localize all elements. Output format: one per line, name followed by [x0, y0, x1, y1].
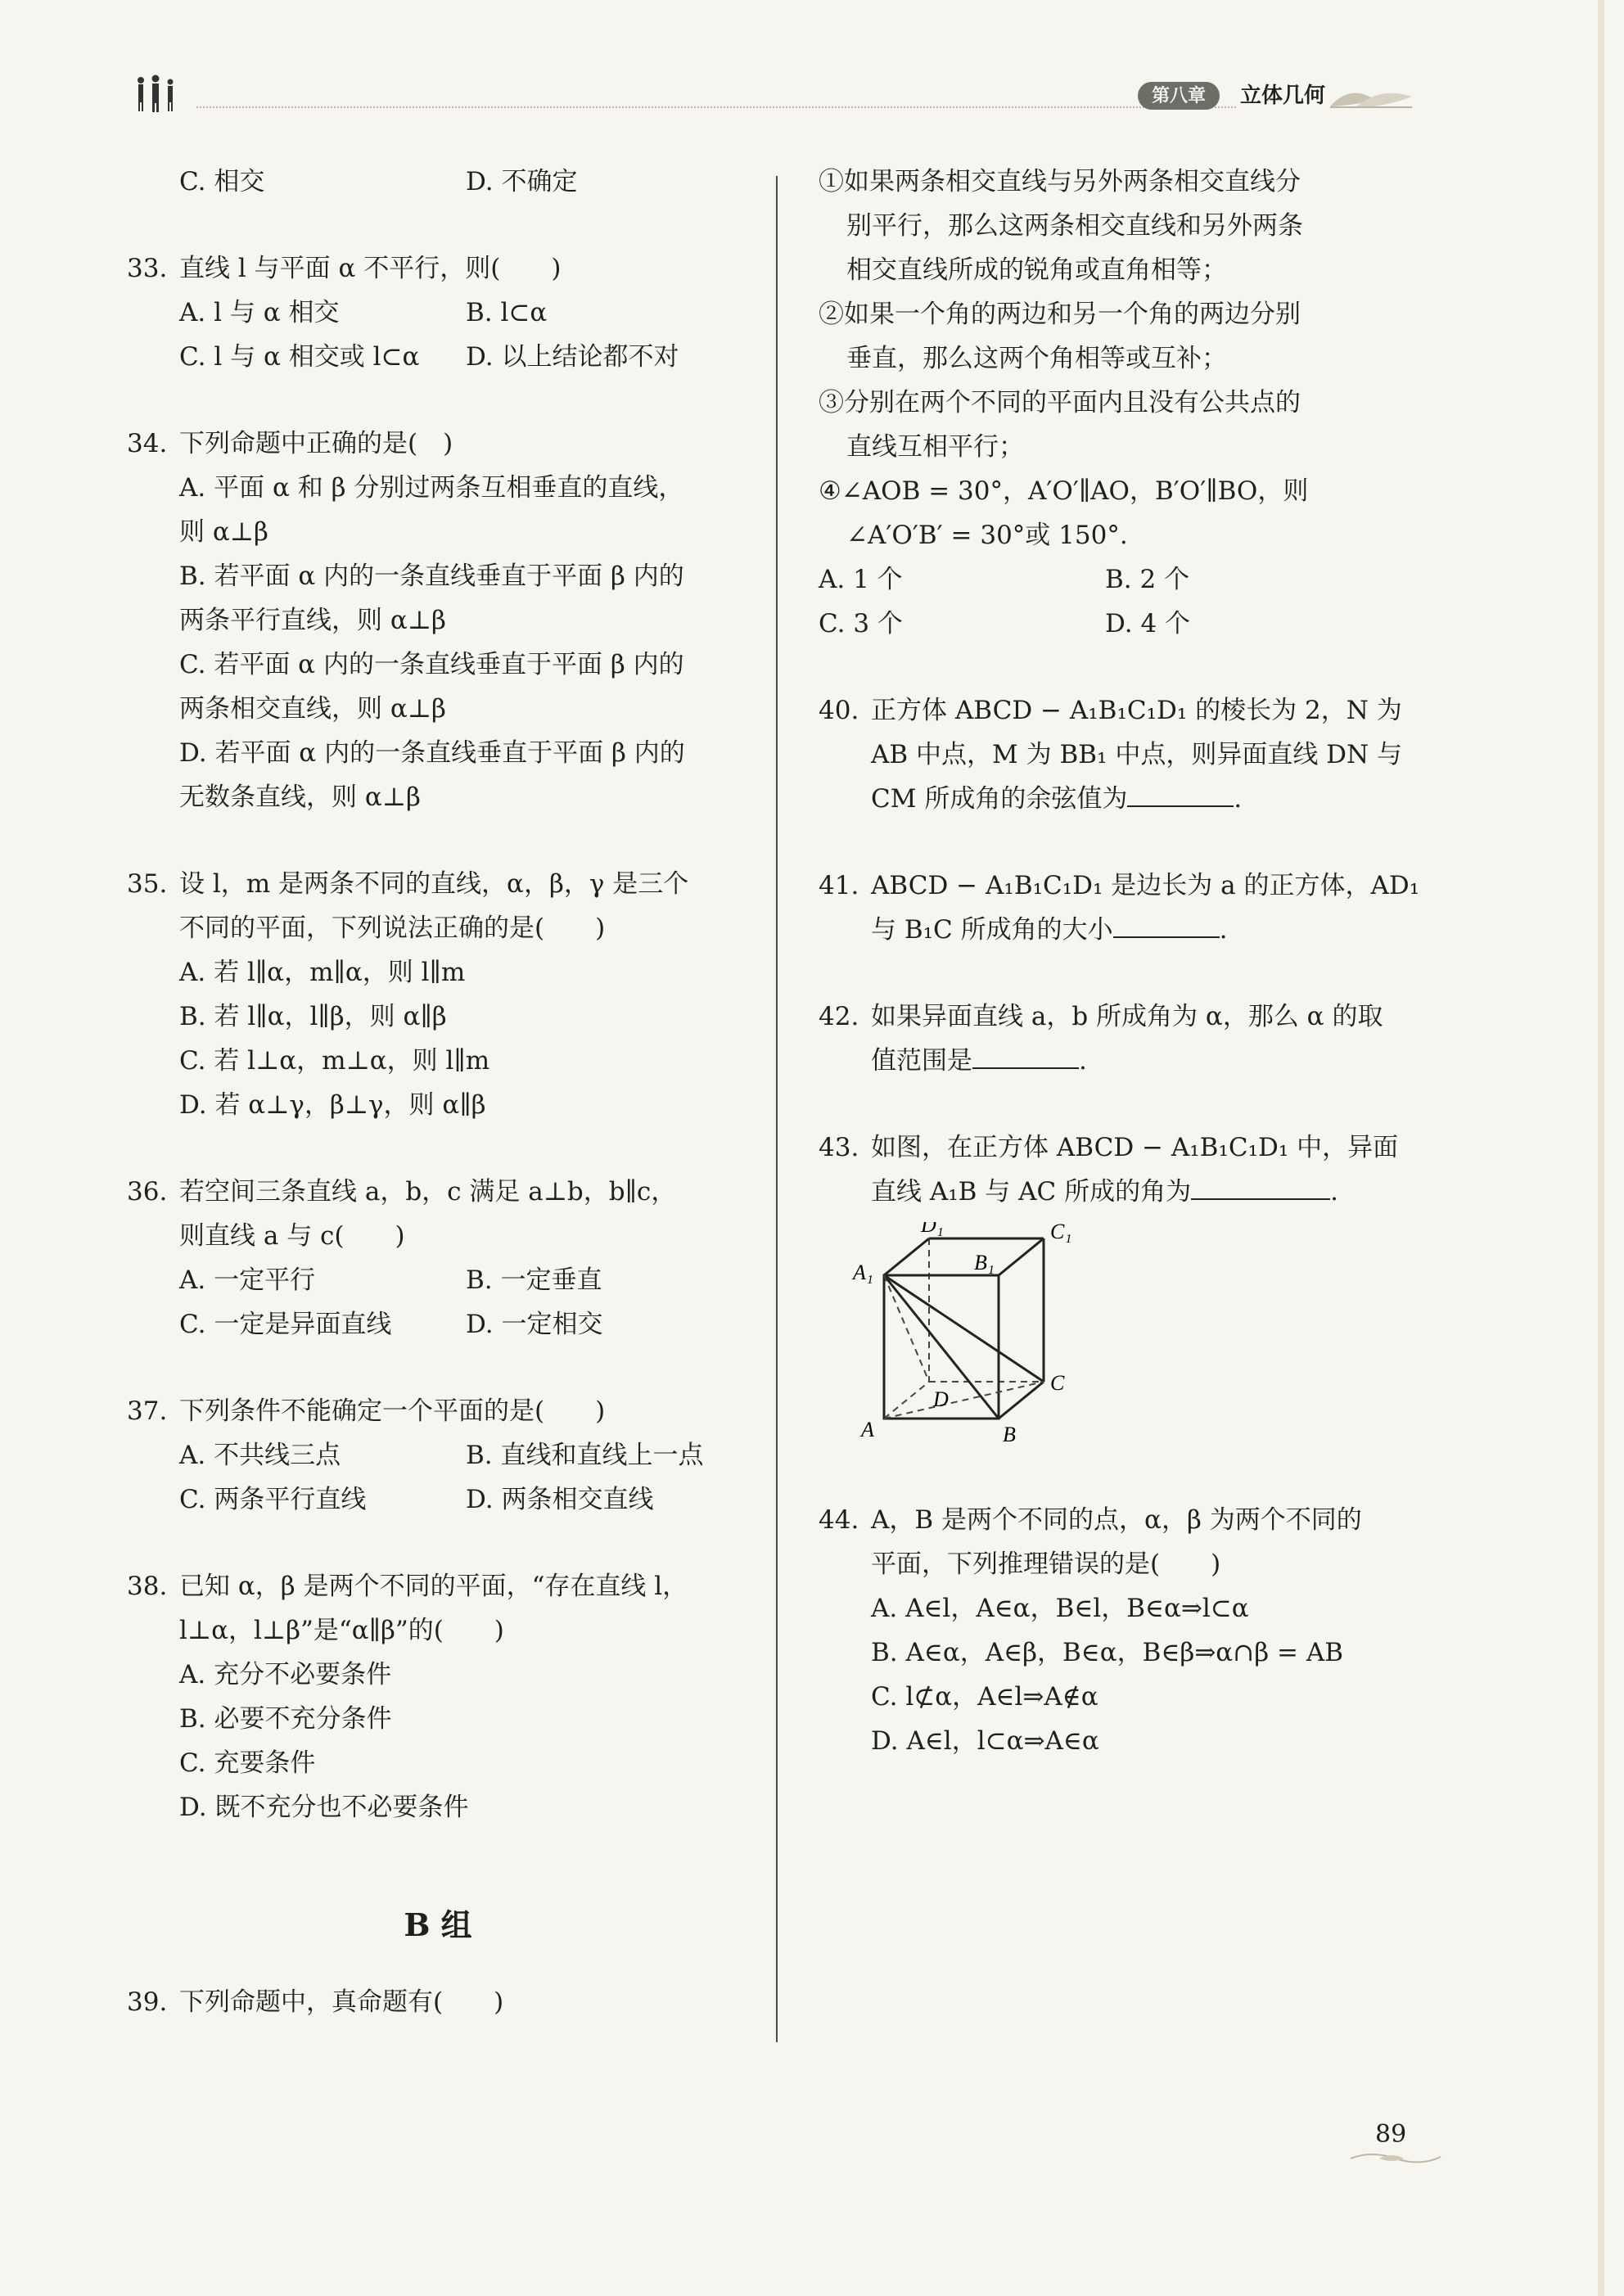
option-a: A. 若 l∥α，m∥α，则 l∥m: [179, 958, 466, 987]
option-a: A. 一定平行: [179, 1265, 316, 1295]
option-d: D. 既不充分也不必要条件: [179, 1793, 469, 1822]
chapter-badge: 第八章: [1138, 82, 1220, 110]
question-number: 37.: [127, 1396, 168, 1426]
option-a: A. 充分不必要条件: [179, 1660, 392, 1689]
question-number: 33.: [127, 254, 168, 283]
statement-4: ④∠AOB = 30°，A′O′∥AO，B′O′∥BO，则: [819, 476, 1309, 506]
question-stem-cont: 不同的平面，下列说法正确的是( ): [179, 913, 606, 943]
question-39: [127, 1980, 749, 2024]
edge-b1c1: [999, 1238, 1044, 1275]
option-c: C. l⊄α，A∈l⇒A∉α: [871, 1682, 1098, 1712]
answer-blank: [1113, 909, 1220, 938]
question-number: 35.: [127, 869, 168, 899]
option-d: D. 若 α⊥γ，β⊥γ，则 α∥β: [179, 1090, 486, 1120]
group-b-heading: B 组: [404, 1906, 472, 1943]
question-number: 40.: [819, 696, 859, 725]
option-c: C. l 与 α 相交或 l⊂α: [179, 342, 420, 372]
question-number: 42.: [819, 1002, 859, 1031]
option-a: A. A∈l，A∈α，B∈l，B∈α⇒l⊂α: [871, 1594, 1249, 1623]
leaf-ornament-icon: [1326, 82, 1416, 115]
vertex-label-a1: A₁: [853, 1261, 873, 1284]
answer-blank: [1191, 1171, 1330, 1200]
option-d: D. 不确定: [466, 167, 578, 196]
question-stem: A，B 是两个不同的点，α，β 为两个不同的: [871, 1505, 1362, 1535]
vertex-label-d: D: [933, 1387, 949, 1411]
page-header: [123, 65, 1424, 123]
option-d: D. 以上结论都不对: [466, 342, 679, 372]
option-a: A. 平面 α 和 β 分别过两条互相垂直的直线，: [179, 473, 684, 503]
statement-3: ③分别在两个不同的平面内且没有公共点的: [819, 388, 1301, 417]
question-36: [127, 1170, 749, 1346]
statement-4-cont: ∠A′O′B′ = 30°或 150°.: [846, 521, 1128, 550]
answer-blank: [1127, 778, 1234, 807]
page-edge-strip: [1598, 0, 1604, 2296]
option-b-cont: 两条平行直线，则 α⊥β: [179, 606, 446, 635]
page-number-ornament-icon: [1347, 2149, 1445, 2170]
question-33: [127, 246, 749, 379]
chapter-title: 立体几何: [1240, 83, 1326, 108]
question-stem-cont: 直线 A₁B 与 AC 所成的角为: [871, 1177, 1192, 1207]
option-d: D. 4 个: [1105, 609, 1191, 638]
question-44: [819, 1498, 1441, 1763]
question-42: 42. 如果异面直线 a，b 所成角为 α，那么 α 的取 值范围是 .: [819, 995, 1441, 1083]
option-d: D. 一定相交: [466, 1310, 603, 1339]
question-37: [127, 1389, 749, 1522]
option-c: C. 一定是异面直线: [179, 1310, 392, 1339]
option-c: C. 两条平行直线: [179, 1485, 367, 1514]
page-number: 89: [1375, 2120, 1407, 2149]
column-divider: [776, 176, 778, 2042]
question-stem: 直线 l 与平面 α 不平行，则( ): [179, 254, 562, 283]
question-stem: 若空间三条直线 a，b，c 满足 a⊥b，b∥c，: [179, 1177, 677, 1207]
vertex-label-b: B: [1003, 1423, 1016, 1443]
question-stem: 如果异面直线 a，b 所成角为 α，那么 α 的取: [871, 1002, 1383, 1031]
statement-2: ②如果一个角的两边和另一个角的两边分别: [819, 300, 1301, 329]
option-b: B. l⊂α: [466, 298, 548, 327]
statement-1: ①如果两条相交直线与另外两条相交直线分: [819, 167, 1301, 196]
question-stem-cont: 平面，下列推理错误的是( ): [871, 1549, 1221, 1579]
question-stem: 下列命题中，真命题有( ): [179, 1987, 504, 2017]
question-stem-cont: CM 所成角的余弦值为: [871, 784, 1128, 814]
question-number: 38.: [127, 1572, 168, 1601]
vertex-label-d1: D₁: [921, 1222, 944, 1237]
option-a-cont: 则 α⊥β: [179, 517, 268, 547]
option-c: C. 若 l⊥α，m⊥α，则 l∥m: [179, 1046, 490, 1076]
vertex-label-a: A: [861, 1418, 874, 1441]
question-43: 43. 如图，在正方体 ABCD − A₁B₁C₁D₁ 中，异面 直线 A₁B 与 AC 所成的角为 .: [819, 1125, 1441, 1214]
statement-1-cont: 别平行，那么这两条相交直线和另外两条: [846, 211, 1303, 241]
option-b: B. 若平面 α 内的一条直线垂直于平面 β 内的: [179, 562, 684, 591]
option-b: B. 2 个: [1105, 565, 1190, 594]
option-b: B. 一定垂直: [466, 1265, 602, 1295]
right-column: [819, 160, 1441, 1806]
question-stem: 下列命题中正确的是( ): [179, 429, 453, 458]
option-a: A. l 与 α 相交: [179, 298, 340, 327]
segment-a1c: [884, 1275, 1044, 1382]
question-stem-cont: 则直线 a 与 c( ): [179, 1221, 405, 1251]
option-c-cont: 两条相交直线，则 α⊥β: [179, 694, 446, 724]
question-35: [127, 862, 749, 1127]
question-stem: 下列条件不能确定一个平面的是( ): [179, 1396, 606, 1426]
question-number: 41.: [819, 871, 859, 900]
option-c: C. 3 个: [819, 609, 903, 638]
question-stem: 如图，在正方体 ABCD − A₁B₁C₁D₁ 中，异面: [871, 1133, 1399, 1162]
question-stem: 正方体 ABCD − A₁B₁C₁D₁ 的棱长为 2，N 为: [871, 696, 1402, 725]
question-stem-cont: AB 中点，M 为 BB₁ 中点，则异面直线 DN 与: [871, 740, 1403, 769]
option-d: D. A∈l，l⊂α⇒A∈α: [871, 1726, 1099, 1756]
question-40: 40. 正方体 ABCD − A₁B₁C₁D₁ 的棱长为 2，N 为 AB 中点，M 为 BB₁ 中点，则异面直线 DN 与 CM 所成角的余弦值为 .: [819, 688, 1441, 821]
answer-blank: [972, 1040, 1079, 1069]
question-39-statements: [819, 160, 1441, 646]
question-stem-cont: l⊥α，l⊥β”是“α∥β”的( ): [179, 1616, 504, 1645]
option-b: B. 若 l∥α，l∥β，则 α∥β: [179, 1002, 447, 1031]
question-stem: 已知 α，β 是两个不同的平面，“存在直线 l，: [179, 1572, 688, 1601]
option-d: D. 两条相交直线: [466, 1485, 654, 1514]
option-c: C. 相交: [179, 167, 265, 196]
header-dotted-rule: [196, 106, 1236, 108]
option-c: C. 若平面 α 内的一条直线垂直于平面 β 内的: [179, 650, 684, 679]
option-d-cont: 无数条直线，则 α⊥β: [179, 783, 421, 812]
question-stem-cont: 与 B₁C 所成角的大小: [871, 915, 1113, 945]
question-number: 39.: [127, 1987, 168, 2017]
question-number: 34.: [127, 429, 168, 458]
option-d: D. 若平面 α 内的一条直线垂直于平面 β 内的: [179, 738, 685, 768]
option-b: B. A∈α，A∈β，B∈α，B∈β⇒α∩β = AB: [871, 1638, 1343, 1667]
statement-3-cont: 直线互相平行；: [846, 432, 1024, 462]
question-number: 43.: [819, 1133, 859, 1162]
vertex-label-c1: C₁: [1050, 1222, 1072, 1243]
left-column: [127, 160, 749, 2067]
question-32-options: [127, 160, 749, 204]
option-b: B. 必要不充分条件: [179, 1704, 392, 1734]
question-number: 36.: [127, 1177, 168, 1207]
question-stem: 设 l，m 是两条不同的直线，α，β，γ 是三个: [179, 869, 689, 899]
statement-2-cont: 垂直，那么这两个角相等或互补；: [846, 344, 1227, 373]
option-a: A. 1 个: [819, 565, 903, 594]
edge-a1d1: [884, 1238, 929, 1275]
option-c: C. 充要条件: [179, 1748, 316, 1778]
vertex-label-c: C: [1050, 1371, 1065, 1395]
option-b: B. 直线和直线上一点: [466, 1441, 704, 1470]
question-38: [127, 1564, 749, 1829]
question-34: [127, 422, 749, 819]
question-number: 44.: [819, 1505, 859, 1535]
cube-figure: [819, 1222, 1441, 1457]
statement-1-cont: 相交直线所成的锐角或直角相等；: [846, 255, 1227, 285]
question-stem-cont: 值范围是: [871, 1046, 972, 1076]
vertex-label-b1: B₁: [974, 1251, 995, 1274]
question-stem: ABCD − A₁B₁C₁D₁ 是边长为 a 的正方体，AD₁: [871, 871, 1420, 900]
option-a: A. 不共线三点: [179, 1441, 341, 1470]
question-41: 41. ABCD − A₁B₁C₁D₁ 是边长为 a 的正方体，AD₁ 与 B₁C 所成角的大小 .: [819, 864, 1441, 952]
figures-logo-icon: [131, 74, 188, 116]
